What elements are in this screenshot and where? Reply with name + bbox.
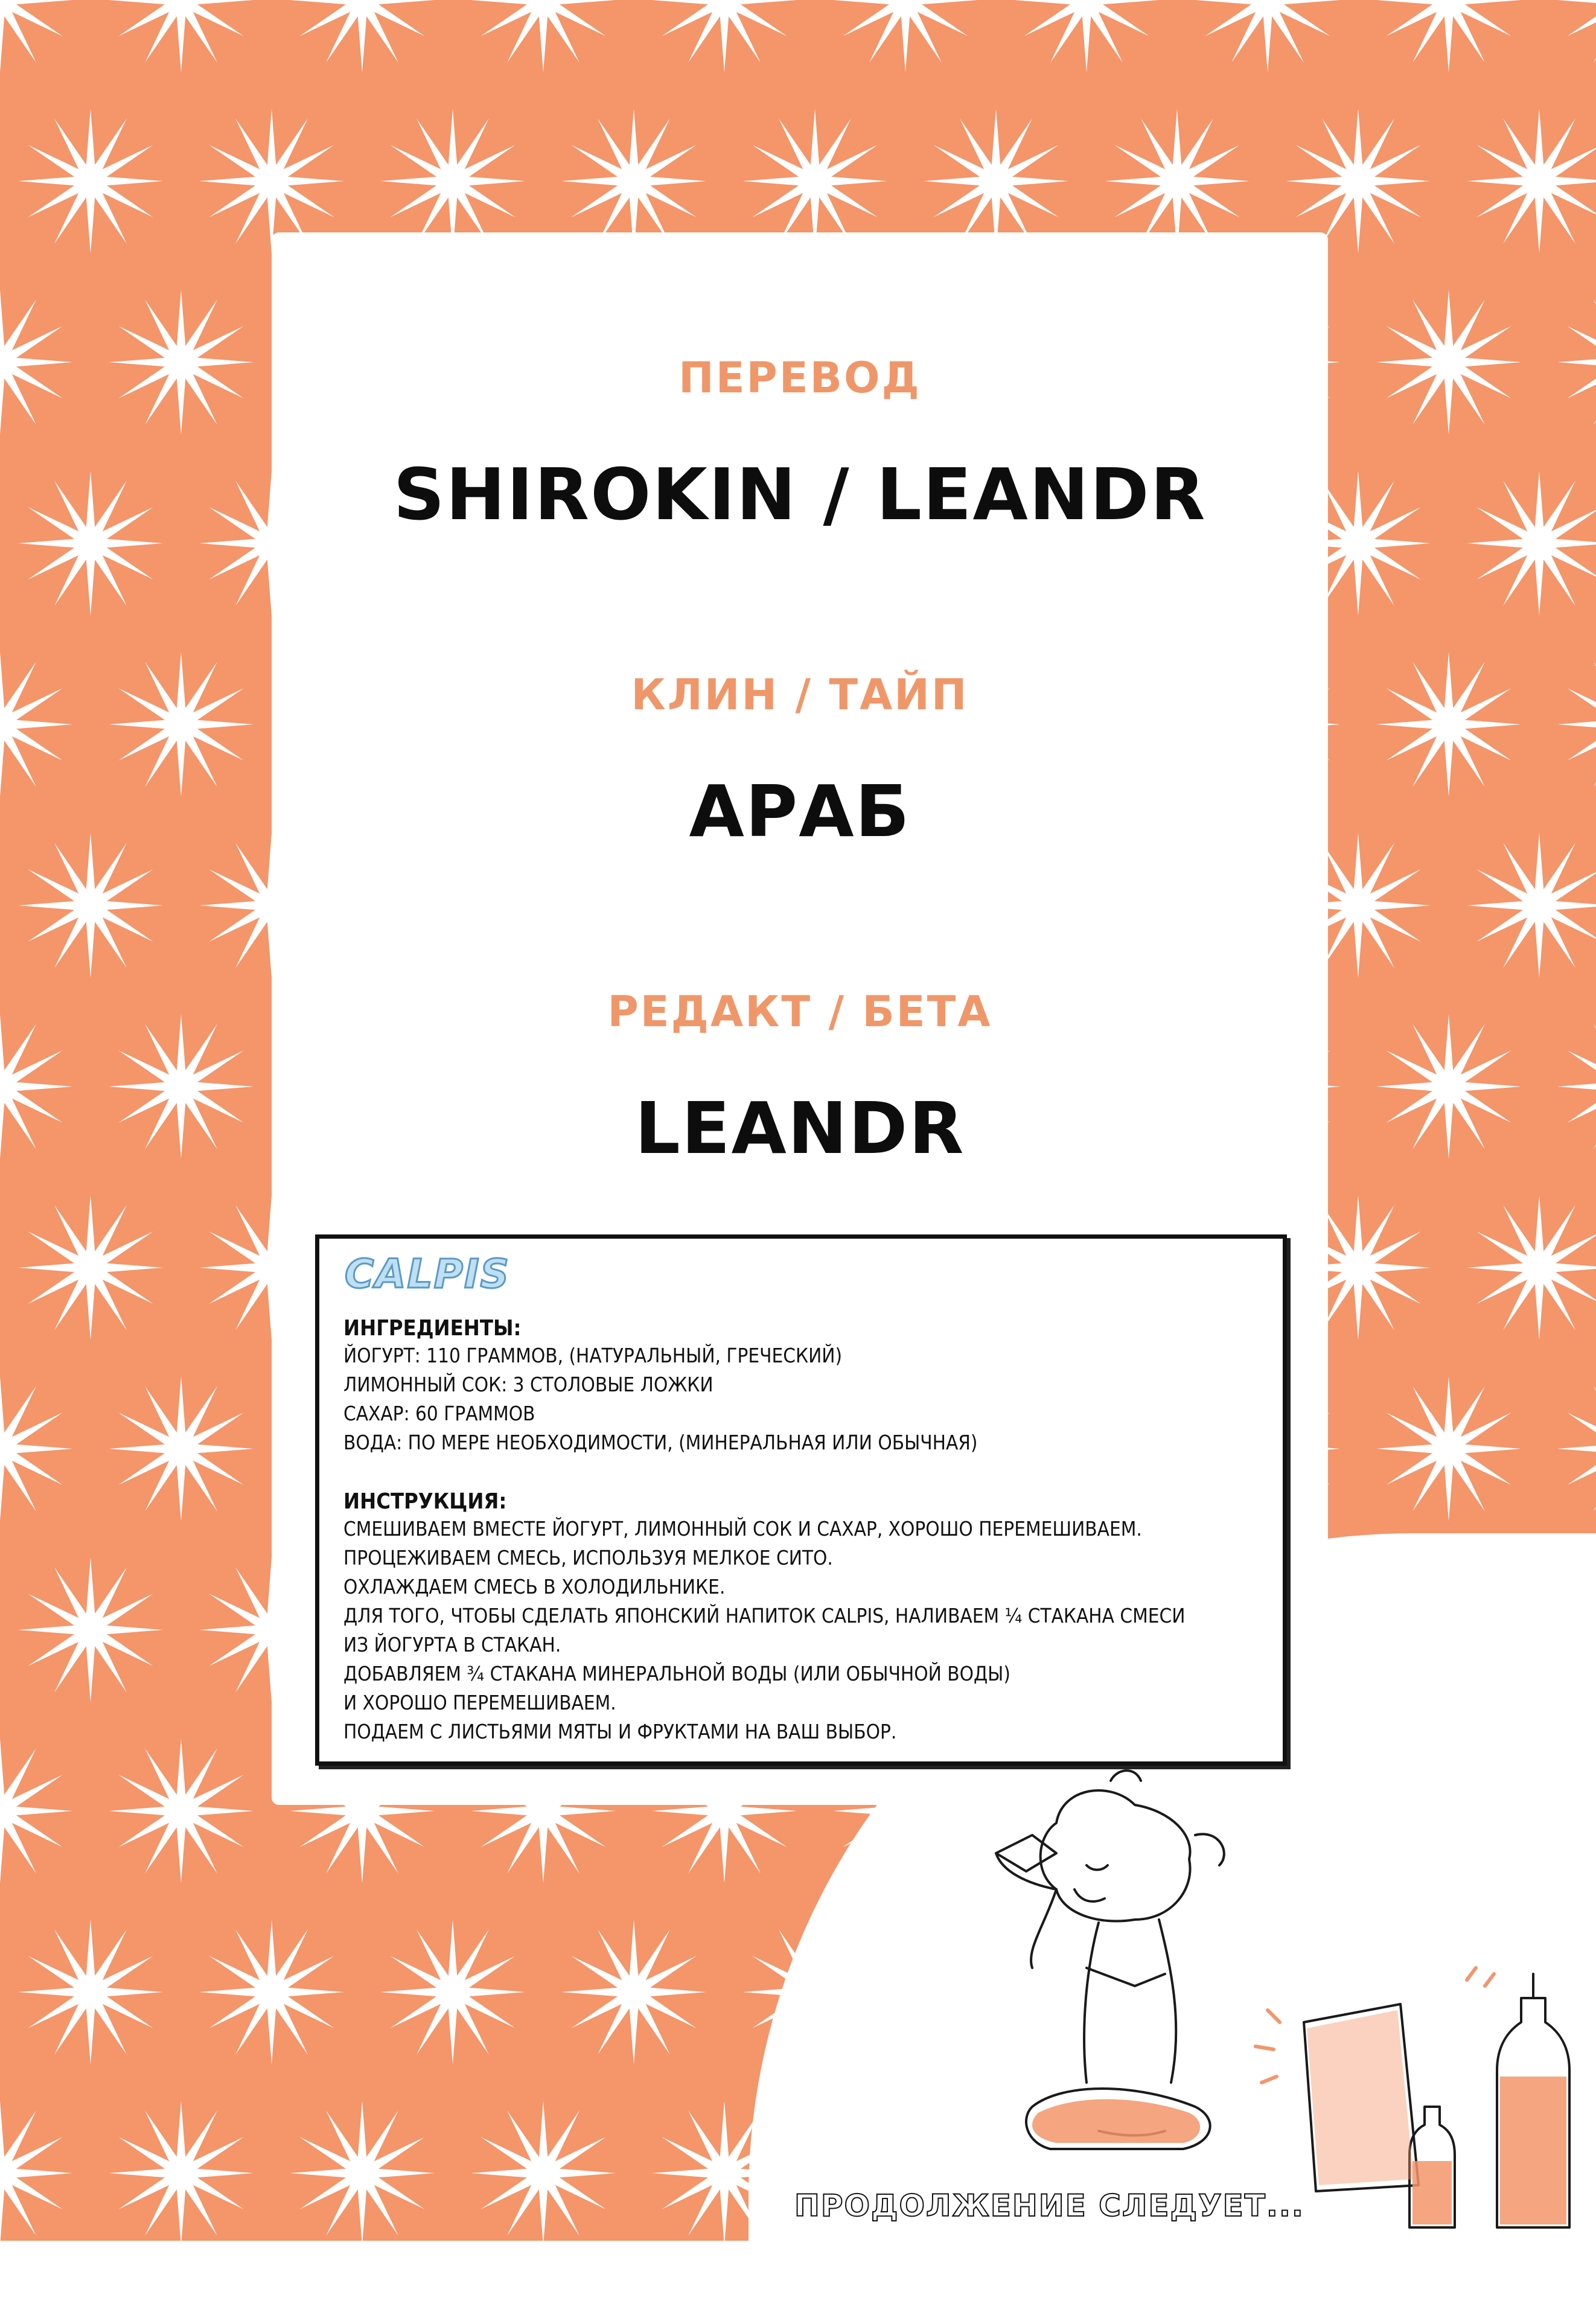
- ingredient-line: ЙОГУРТ: 110 ГРАММОВ, (НАТУРАЛЬНЫЙ, ГРЕЧЕСКИЙ): [343, 1344, 843, 1367]
- instruction-line: И ХОРОШО ПЕРЕМЕШИВАЕМ.: [343, 1691, 616, 1714]
- recipe-box: [315, 1234, 1287, 1766]
- credit-role-translation: ПЕРЕВОД: [678, 353, 921, 403]
- instructions-heading: ИНСТРУКЦИЯ:: [343, 1489, 507, 1514]
- instruction-line: ИЗ ЙОГУРТА В СТАКАН.: [343, 1633, 561, 1656]
- instruction-line: ПОДАЕМ С ЛИСТЬЯМИ МЯТЫ И ФРУКТАМИ НА ВАШ ВЫБОР.: [343, 1720, 897, 1743]
- credit-name-translation: SHIROKIN / LEANDR: [393, 453, 1207, 536]
- credit-name-cleaning-typesetting: АРАБ: [689, 770, 911, 853]
- credit-role-cleaning-typesetting: КЛИН / ТАЙП: [631, 670, 969, 720]
- to-be-continued-caption: ПРОДОЛЖЕНИЕ СЛЕДУЕТ...: [794, 2188, 1304, 2223]
- instruction-line: ПРОЦЕЖИВАЕМ СМЕСЬ, ИСПОЛЬЗУЯ МЕЛКОЕ СИТО.: [343, 1546, 833, 1569]
- girl-drinking-illustration: [773, 1769, 1596, 2241]
- instruction-line: СМЕШИВАЕМ ВМЕСТЕ ЙОГУРТ, ЛИМОННЫЙ СОК И САХАР, ХОРОШО ПЕРЕМЕШИВАЕМ.: [343, 1517, 1142, 1541]
- instruction-line: ДОБАВЛЯЕМ ¾ СТАКАНА МИНЕРАЛЬНОЙ ВОДЫ (ИЛИ ОБЫЧНОЙ ВОДЫ): [343, 1662, 1010, 1685]
- ingredient-line: ЛИМОННЫЙ СОК: 3 СТОЛОВЫЕ ЛОЖКИ: [343, 1373, 713, 1396]
- ingredient-line: САХАР: 60 ГРАММОВ: [343, 1402, 535, 1425]
- ingredient-line: ВОДА: ПО МЕРЕ НЕОБХОДИМОСТИ, (МИНЕРАЛЬНАЯ ИЛИ ОБЫЧНАЯ): [343, 1431, 978, 1454]
- instruction-line: ОХЛАЖДАЕМ СМЕСЬ В ХОЛОДИЛЬНИКЕ.: [343, 1575, 726, 1598]
- instruction-line: ДЛЯ ТОГО, ЧТОБЫ СДЕЛАТЬ ЯПОНСКИЙ НАПИТОК CALPIS, НАЛИВАЕМ ¼ СТАКАНА СМЕСИ: [343, 1604, 1186, 1627]
- ingredients-heading: ИНГРЕДИЕНТЫ:: [343, 1316, 522, 1341]
- credit-name-editing-beta: LEANDR: [634, 1087, 965, 1170]
- recipe-title: CALPIS: [345, 1251, 511, 1297]
- credit-role-editing-beta: РЕДАКТ / БЕТА: [607, 987, 992, 1036]
